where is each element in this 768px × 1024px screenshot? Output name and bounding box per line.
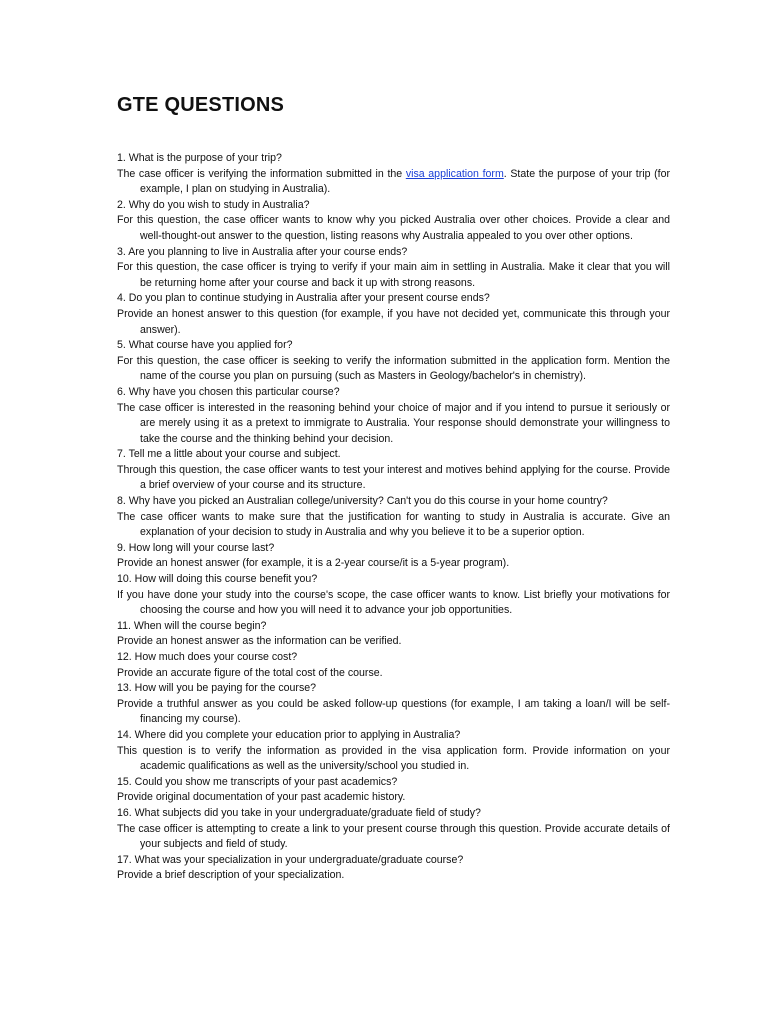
answer-2: For this question, the case officer wants to know why you picked Australia over other choices. Provide a clear and well-thought-out answer to the question, listing reasons why Australia appealed to you over other options. xyxy=(117,214,670,242)
answer-3: For this question, the case officer is trying to verify if your main aim in settling in Australia. Make it clear that you will be returning home after your course and back it up with strong reasons. xyxy=(117,261,670,289)
answer-13: Provide a truthful answer as you could be asked follow-up questions (for example, I am taking a loan/I will be self-financing my course). xyxy=(117,697,670,726)
answer-17: Provide a brief description of your specialization. xyxy=(117,869,345,882)
answer-1 xyxy=(117,167,670,198)
answer-4: Provide an honest answer to this question (for example, if you have not decided yet, communicate this through your answer). xyxy=(117,307,670,336)
question-12: 12. How much does your course cost? xyxy=(117,651,298,663)
question-15: 15. Could you show me transcripts of your past academics? xyxy=(117,775,398,788)
page-title: GTE QUESTIONS xyxy=(117,94,285,116)
question-13: 13. How will you be paying for the course? xyxy=(117,682,317,695)
question-11: 11. When will the course begin? xyxy=(117,619,267,632)
question-9: 9. How long will your course last? xyxy=(117,541,275,554)
answer-11: Provide an honest answer as the information can be verified. xyxy=(117,635,402,648)
question-6: 6. Why have you chosen this particular course? xyxy=(117,385,340,398)
answer-7: Through this question, the case officer wants to test your interest and motives behind applying for the course. Provide a brief overview of your course and its structure. xyxy=(117,463,670,492)
answer-8: The case officer wants to make sure that the justification for wanting to study in Australia is accurate. Give an explanation of your decision to study in Australia and why you believe it to be a superior option. xyxy=(117,510,670,539)
question-1: 1. What is the purpose of your trip? xyxy=(117,152,282,164)
question-14: 14. Where did you complete your education prior to applying in Australia? xyxy=(117,728,461,741)
answer-15: Provide original documentation of your past academic history. xyxy=(117,791,406,804)
question-5: 5. What course have you applied for? xyxy=(117,339,293,352)
answer-1-text-post: . State the purpose of your trip (for example, I plan on studying in Australia). xyxy=(140,167,670,196)
answer-12: Provide an accurate figure of the total cost of the course. xyxy=(117,666,383,679)
answer-16: The case officer is attempting to create a link to your present course through this question. Provide accurate details of your subjects and field of study. xyxy=(117,822,670,851)
answer-14: This question is to verify the information as provided in the visa application form. Provide information on your academic qualifications as well as the university/school you studied in. xyxy=(117,744,670,773)
visa-application-form-link[interactable]: visa application form xyxy=(405,167,504,180)
question-8: 8. Why have you picked an Australian college/university? Can't you do this course in your home country? xyxy=(117,495,608,508)
question-4: 4. Do you plan to continue studying in Australia after your present course ends? xyxy=(117,292,490,305)
question-2: 2. Why do you wish to study in Australia? xyxy=(117,198,310,211)
questions-list xyxy=(117,151,670,884)
question-7: 7. Tell me a little about your course and subject. xyxy=(117,448,341,461)
question-3: 3. Are you planning to live in Australia after your course ends? xyxy=(117,245,408,258)
answer-9: Provide an honest answer (for example, it is a 2-year course/it is a 5-year program). xyxy=(117,557,510,570)
question-17: 17. What was your specialization in your undergraduate/graduate course? xyxy=(117,853,464,866)
answer-6: The case officer is interested in the reasoning behind your choice of major and if you intend to pursue it seriously or are merely using it as a pretext to immigrate to Australia. Your response should demonstrate your willingness to take the course and the thinking behind your decision. xyxy=(117,401,670,445)
question-10: 10. How will doing this course benefit you? xyxy=(117,573,318,586)
answer-5: For this question, the case officer is seeking to verify the information submitted in the application form. Mention the name of the course you plan on pursuing (such as Masters in Geology/bachelor's in chemistry). xyxy=(117,354,670,383)
answer-1-text-pre: The case officer is verifying the information submitted in the xyxy=(117,167,406,180)
question-16: 16. What subjects did you take in your undergraduate/graduate field of study? xyxy=(117,806,481,819)
answer-10: If you have done your study into the course's scope, the case officer wants to know. List briefly your motivations for choosing the course and how you will need it to advance your job opportunities. xyxy=(117,588,670,617)
